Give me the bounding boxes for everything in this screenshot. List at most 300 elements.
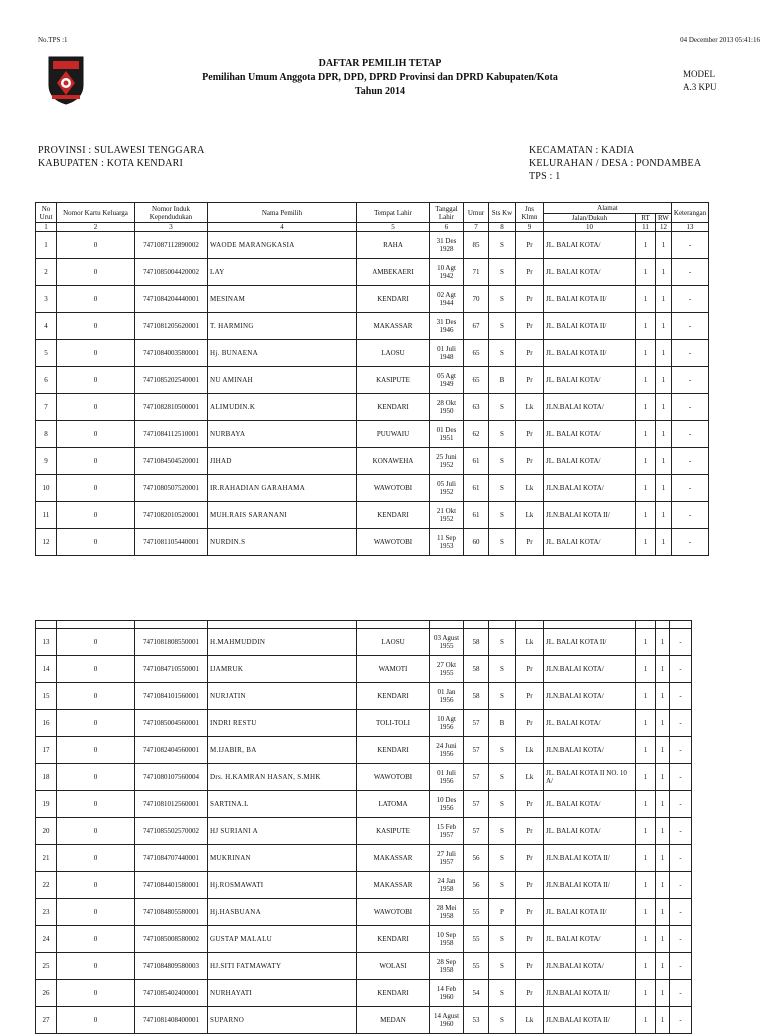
cell-ket: - (670, 899, 692, 926)
cell-nik: 7471084710550001 (135, 656, 208, 683)
cell-no: 10 (36, 475, 57, 502)
cell-umur: 58 (464, 629, 489, 656)
cell-jalan: JL. BALAI KOTA II/ (544, 313, 636, 340)
cell-rw: 1 (656, 737, 670, 764)
cell-no: 4 (36, 313, 57, 340)
cell-no: 18 (36, 764, 57, 791)
cell-tanggal: 01 Juli 1948 (430, 340, 464, 367)
cell-nik: 7471084101560001 (135, 683, 208, 710)
cell-ket: - (671, 232, 708, 259)
cell-no: 13 (36, 629, 57, 656)
table-row (36, 340, 709, 367)
cell-jalan: JL. BALAI KOTA II/ (544, 629, 636, 656)
cell-sts: S (489, 737, 516, 764)
cell-sts: S (489, 232, 516, 259)
cell-nik: 7471084504520001 (135, 448, 208, 475)
cell-kk: 0 (57, 286, 135, 313)
cell-jns: Pr (516, 818, 544, 845)
cell-sts: S (489, 656, 516, 683)
cell-tempat: MEDAN (357, 1007, 430, 1034)
cell-tempat: KENDARI (357, 980, 430, 1007)
cell-rw: 1 (656, 872, 670, 899)
cell-sts: S (489, 529, 516, 556)
cell-ket: - (670, 845, 692, 872)
cell-sts: S (489, 764, 516, 791)
cell-no: 22 (36, 872, 57, 899)
cell-ket: - (670, 1007, 692, 1034)
cell-tempat: LAOSU (357, 629, 430, 656)
col-rw: RW (656, 214, 672, 223)
provinsi: PROVINSI : SULAWESI TENGGARA (38, 145, 205, 156)
cell-jns: Pr (516, 421, 544, 448)
document-year: Tahun 2014 (355, 86, 405, 97)
cell-jalan: JL. BALAI KOTA/ (544, 448, 636, 475)
table-row (36, 475, 709, 502)
cell-rt: 1 (636, 448, 656, 475)
cell-rt: 1 (636, 475, 656, 502)
cell-no: 19 (36, 791, 57, 818)
col-number-cell: 3 (135, 223, 208, 232)
cell-jns: Lk (516, 394, 544, 421)
cell-jns: Pr (516, 448, 544, 475)
cell-nama: NURBAYA (208, 421, 357, 448)
cell-ket: - (671, 475, 708, 502)
cell-ket: - (670, 629, 692, 656)
col-sts: Sts Kw (489, 203, 516, 223)
cell-tanggal: 14 Feb 1960 (430, 980, 464, 1007)
table-row (36, 232, 709, 259)
cell-kk: 0 (57, 764, 135, 791)
col-number-cell: 12 (656, 223, 672, 232)
cell-rw: 1 (656, 1007, 670, 1034)
cell-rw: 1 (656, 286, 672, 313)
cell-rw: 1 (656, 421, 672, 448)
cell-no: 11 (36, 502, 57, 529)
cell-rw: 1 (656, 367, 672, 394)
cell-kk: 0 (57, 899, 135, 926)
cell-kk: 0 (57, 872, 135, 899)
cell-tanggal: 01 Juli 1956 (430, 764, 464, 791)
cell-nik: 7471085502570002 (135, 818, 208, 845)
cell-no: 23 (36, 899, 57, 926)
cell-kk: 0 (57, 313, 135, 340)
cell-kk: 0 (57, 259, 135, 286)
cell-rt: 1 (636, 683, 656, 710)
cell-rt: 1 (636, 529, 656, 556)
col-number-cell: 13 (671, 223, 708, 232)
col-number-cell: 8 (489, 223, 516, 232)
cell-tempat: KASIPUTE (357, 367, 430, 394)
table-row (36, 448, 709, 475)
cell-nama: H.MAHMUDDIN (208, 629, 357, 656)
cell-jalan: JLN.BALAI KOTA II/ (544, 502, 636, 529)
cell-rt: 1 (636, 259, 656, 286)
cell-tanggal: 31 Des 1928 (430, 232, 464, 259)
kpu-logo-icon (47, 55, 85, 105)
cell-tempat: WAWOTOBI (357, 475, 430, 502)
cell-tanggal: 27 Juli 1957 (430, 845, 464, 872)
table-row (36, 818, 692, 845)
cell-umur: 65 (464, 367, 489, 394)
cell-kk: 0 (57, 953, 135, 980)
table-row (36, 710, 692, 737)
cell-rt: 1 (636, 872, 656, 899)
cell-rt: 1 (636, 764, 656, 791)
kecamatan: KECAMATAN : KADIA (529, 145, 635, 156)
cell-ket: - (670, 953, 692, 980)
col-no: No Urut (36, 203, 57, 223)
model-code-block (683, 68, 717, 94)
cell-kk: 0 (57, 791, 135, 818)
cell-sts: S (489, 629, 516, 656)
cell-umur: 61 (464, 475, 489, 502)
table-row (36, 683, 692, 710)
cell-jns: Lk (516, 502, 544, 529)
cell-tanggal: 24 Juni 1956 (430, 737, 464, 764)
cell-nik: 7471081808550001 (135, 629, 208, 656)
cell-tanggal: 28 Okt 1950 (430, 394, 464, 421)
table-row (36, 1007, 692, 1034)
cell-umur: 55 (464, 926, 489, 953)
cell-no: 5 (36, 340, 57, 367)
cell-ket: - (670, 791, 692, 818)
cell-jalan: JL. BALAI KOTA II/ (544, 899, 636, 926)
print-timestamp: 04 December 2013 05:41:16 (680, 36, 760, 44)
cell-sts: S (489, 926, 516, 953)
table-row (36, 737, 692, 764)
cell-jns: Lk (516, 737, 544, 764)
cell-ket: - (671, 340, 708, 367)
cell-jns: Pr (516, 529, 544, 556)
table-row (36, 367, 709, 394)
cell-kk: 0 (57, 448, 135, 475)
cell-rw: 1 (656, 953, 670, 980)
cell-no: 3 (36, 286, 57, 313)
cell-sts: S (489, 340, 516, 367)
cell-rt: 1 (636, 313, 656, 340)
cell-no: 7 (36, 394, 57, 421)
cell-nama: JIHAD (208, 448, 357, 475)
cell-no: 26 (36, 980, 57, 1007)
cell-umur: 61 (464, 502, 489, 529)
cell-tanggal: 25 Juni 1952 (430, 448, 464, 475)
cell-sts: S (489, 1007, 516, 1034)
cell-nama: ALIMUDIN.K (208, 394, 357, 421)
cell-rt: 1 (636, 953, 656, 980)
cell-umur: 58 (464, 683, 489, 710)
cell-tempat: WAWOTOBI (357, 529, 430, 556)
cell-no: 21 (36, 845, 57, 872)
cell-jns: Pr (516, 710, 544, 737)
cell-rw: 1 (656, 340, 672, 367)
cell-nik: 7471080507520001 (135, 475, 208, 502)
cell-rw: 1 (656, 629, 670, 656)
cell-tempat: MAKASSAR (357, 845, 430, 872)
table-row (36, 394, 709, 421)
cell-nama: GUSTAP MALALU (208, 926, 357, 953)
cell-nama: LAY (208, 259, 357, 286)
cell-kk: 0 (57, 818, 135, 845)
cell-umur: 85 (464, 232, 489, 259)
cell-tanggal: 02 Agt 1944 (430, 286, 464, 313)
cell-nama: NU AMINAH (208, 367, 357, 394)
cell-kk: 0 (57, 656, 135, 683)
table-row (36, 926, 692, 953)
cell-jalan: JL. BALAI KOTA/ (544, 259, 636, 286)
col-rt: RT (636, 214, 656, 223)
cell-sts: S (489, 394, 516, 421)
cell-ket: - (671, 421, 708, 448)
cell-umur: 62 (464, 421, 489, 448)
cell-nik: 7471081408400001 (135, 1007, 208, 1034)
cell-rt: 1 (636, 286, 656, 313)
model-label: MODEL (683, 69, 715, 79)
col-number-cell: 6 (430, 223, 464, 232)
cell-jns: Pr (516, 872, 544, 899)
cell-rt: 1 (636, 710, 656, 737)
cell-umur: 56 (464, 872, 489, 899)
col-tanggal: Tanggal Lahir (430, 203, 464, 223)
cell-no: 2 (36, 259, 57, 286)
document-title: DAFTAR PEMILIH TETAP (318, 58, 442, 69)
cell-ket: - (671, 286, 708, 313)
table-row (36, 872, 692, 899)
cell-ket: - (670, 683, 692, 710)
cell-nik: 7471085004560001 (135, 710, 208, 737)
cell-jalan: JLN.BALAI KOTA/ (544, 737, 636, 764)
cell-tempat: PUUWAIU (357, 421, 430, 448)
cell-nik: 7471082010520001 (135, 502, 208, 529)
cell-rw: 1 (656, 529, 672, 556)
cell-jns: Pr (516, 286, 544, 313)
cell-sts: S (489, 259, 516, 286)
cell-nik: 7471080107560004 (135, 764, 208, 791)
cell-no: 1 (36, 232, 57, 259)
cell-nik: 7471084112510001 (135, 421, 208, 448)
cell-jalan: JL. BALAI KOTA/ (544, 791, 636, 818)
cell-umur: 55 (464, 899, 489, 926)
cell-jns: Lk (516, 764, 544, 791)
cell-rt: 1 (636, 421, 656, 448)
cell-rw: 1 (656, 448, 672, 475)
cell-rt: 1 (636, 926, 656, 953)
cell-rw: 1 (656, 259, 672, 286)
cell-nama: NURJATIN (208, 683, 357, 710)
cell-kk: 0 (57, 845, 135, 872)
cell-tanggal: 28 Sep 1958 (430, 953, 464, 980)
cell-ket: - (670, 737, 692, 764)
cell-ket: - (670, 980, 692, 1007)
cell-rw: 1 (656, 683, 670, 710)
cell-tempat: AMBEKAERI (357, 259, 430, 286)
cell-rt: 1 (636, 394, 656, 421)
cell-sts: P (489, 899, 516, 926)
cell-jns: Lk (516, 475, 544, 502)
cell-sts: S (489, 475, 516, 502)
cell-rw: 1 (656, 710, 670, 737)
cell-rt: 1 (636, 899, 656, 926)
table-row (36, 764, 692, 791)
cell-sts: S (489, 502, 516, 529)
cell-tempat: KENDARI (357, 394, 430, 421)
cell-no: 27 (36, 1007, 57, 1034)
cell-jalan: JLN.BALAI KOTA/ (544, 394, 636, 421)
cell-ket: - (671, 448, 708, 475)
cell-sts: S (489, 448, 516, 475)
cell-jalan: JL. BALAI KOTA II NO. 10 A/ (544, 764, 636, 791)
cell-rt: 1 (636, 737, 656, 764)
cell-jalan: JL. BALAI KOTA/ (544, 818, 636, 845)
cell-jns: Lk (516, 629, 544, 656)
col-number-cell: 11 (636, 223, 656, 232)
cell-tanggal: 21 Okt 1952 (430, 502, 464, 529)
cell-tanggal: 27 Okt 1955 (430, 656, 464, 683)
cell-sts: S (489, 872, 516, 899)
cell-nik: 7471084707440001 (135, 845, 208, 872)
cell-jns: Pr (516, 683, 544, 710)
cell-nik: 7471082810500001 (135, 394, 208, 421)
cell-umur: 53 (464, 1007, 489, 1034)
voter-table-page-2 (35, 620, 692, 1034)
cell-nik: 7471084805580001 (135, 899, 208, 926)
cell-rt: 1 (636, 367, 656, 394)
cell-ket: - (670, 818, 692, 845)
cell-sts: S (489, 953, 516, 980)
cell-jalan: JL. BALAI KOTA II/ (544, 286, 636, 313)
cell-no: 15 (36, 683, 57, 710)
cell-nama: SUPARNO (208, 1007, 357, 1034)
cell-sts: B (489, 710, 516, 737)
cell-rt: 1 (636, 502, 656, 529)
cell-rt: 1 (636, 232, 656, 259)
col-umur: Umur (464, 203, 489, 223)
cell-jalan: JL. BALAI KOTA/ (544, 421, 636, 448)
cell-nama: IJAMRUK (208, 656, 357, 683)
cell-umur: 63 (464, 394, 489, 421)
cell-jalan: JLN.BALAI KOTA II/ (544, 845, 636, 872)
cell-umur: 58 (464, 656, 489, 683)
document-subtitle: Pemilihan Umum Anggota DPR, DPD, DPRD Provinsi dan DPRD Kabupaten/Kota (202, 72, 558, 83)
cell-jns: Pr (516, 367, 544, 394)
cell-umur: 57 (464, 818, 489, 845)
cell-jns: Pr (516, 313, 544, 340)
cell-jalan: JLN.BALAI KOTA/ (544, 656, 636, 683)
cell-kk: 0 (57, 926, 135, 953)
cell-umur: 57 (464, 710, 489, 737)
cell-sts: S (489, 286, 516, 313)
cell-nama: Hj.HASBUANA (208, 899, 357, 926)
cell-rw: 1 (656, 791, 670, 818)
cell-no: 12 (36, 529, 57, 556)
cell-no: 20 (36, 818, 57, 845)
cell-nik: 7471085402400001 (135, 980, 208, 1007)
cell-jns: Pr (516, 340, 544, 367)
cell-nama: T. HARMING (208, 313, 357, 340)
voter-table-page-1 (35, 202, 709, 556)
cell-nik: 7471085004420002 (135, 259, 208, 286)
cell-nama: Hj. BUNAENA (208, 340, 357, 367)
cell-rw: 1 (656, 845, 670, 872)
tps-number: No.TPS :1 (38, 36, 68, 44)
cell-jns: Pr (516, 980, 544, 1007)
cell-tanggal: 05 Agt 1949 (430, 367, 464, 394)
cell-ket: - (670, 872, 692, 899)
cell-tempat: MAKASSAR (357, 313, 430, 340)
col-number-cell: 9 (516, 223, 544, 232)
cell-ket: - (670, 764, 692, 791)
col-number-cell: 4 (208, 223, 357, 232)
cell-jns: Pr (516, 791, 544, 818)
table-row (36, 313, 709, 340)
cell-jalan: JL. BALAI KOTA/ (544, 367, 636, 394)
cell-nama: SARTINA.L (208, 791, 357, 818)
cell-tempat: WAMOTI (357, 656, 430, 683)
cell-nama: Drs. H.KAMRAN HASAN, S.MHK (208, 764, 357, 791)
kpu-logo (47, 55, 85, 105)
cell-nik: 7471084204440001 (135, 286, 208, 313)
cell-tempat: KENDARI (357, 286, 430, 313)
cell-nama: MUKRINAN (208, 845, 357, 872)
cell-jns: Lk (516, 1007, 544, 1034)
cell-kk: 0 (57, 629, 135, 656)
cell-rt: 1 (636, 340, 656, 367)
cell-kk: 0 (57, 232, 135, 259)
region-info-right (529, 144, 701, 183)
table-top-gap (36, 621, 692, 629)
cell-ket: - (671, 259, 708, 286)
cell-jalan: JLN.BALAI KOTA/ (544, 683, 636, 710)
cell-nama: HJ SURIANI A (208, 818, 357, 845)
cell-jalan: JLN.BALAI KOTA II/ (544, 872, 636, 899)
cell-umur: 67 (464, 313, 489, 340)
cell-tanggal: 10 Des 1956 (430, 791, 464, 818)
cell-umur: 61 (464, 448, 489, 475)
cell-jns: Pr (516, 259, 544, 286)
cell-no: 24 (36, 926, 57, 953)
cell-kk: 0 (57, 710, 135, 737)
cell-nama: MESINAM (208, 286, 357, 313)
cell-tempat: WAWOTOBI (357, 899, 430, 926)
cell-jalan: JLN.BALAI KOTA II/ (544, 980, 636, 1007)
cell-nama: IR.RAHADIAN GARAHAMA (208, 475, 357, 502)
cell-ket: - (671, 502, 708, 529)
cell-nik: 7471081012560001 (135, 791, 208, 818)
cell-ket: - (671, 367, 708, 394)
cell-kk: 0 (57, 394, 135, 421)
col-tempat: Tempat Lahir (357, 203, 430, 223)
cell-nik: 7471085202540001 (135, 367, 208, 394)
tps: TPS : 1 (529, 171, 561, 182)
cell-ket: - (671, 394, 708, 421)
col-number-cell: 10 (544, 223, 636, 232)
cell-jalan: JL. BALAI KOTA/ (544, 926, 636, 953)
cell-jns: Pr (516, 926, 544, 953)
cell-nama: Hj.ROSMAWATI (208, 872, 357, 899)
cell-rt: 1 (636, 818, 656, 845)
cell-jalan: JLN.BALAI KOTA/ (544, 475, 636, 502)
col-number-cell: 2 (57, 223, 135, 232)
cell-nama: NURDIN.S (208, 529, 357, 556)
cell-umur: 54 (464, 980, 489, 1007)
col-ket: Keterangan (671, 203, 708, 223)
cell-tempat: KENDARI (357, 926, 430, 953)
cell-kk: 0 (57, 529, 135, 556)
region-info-left (38, 144, 205, 170)
cell-tempat: LAOSU (357, 340, 430, 367)
cell-nik: 7471084003580001 (135, 340, 208, 367)
cell-kk: 0 (57, 683, 135, 710)
cell-tanggal: 01 Jan 1956 (430, 683, 464, 710)
